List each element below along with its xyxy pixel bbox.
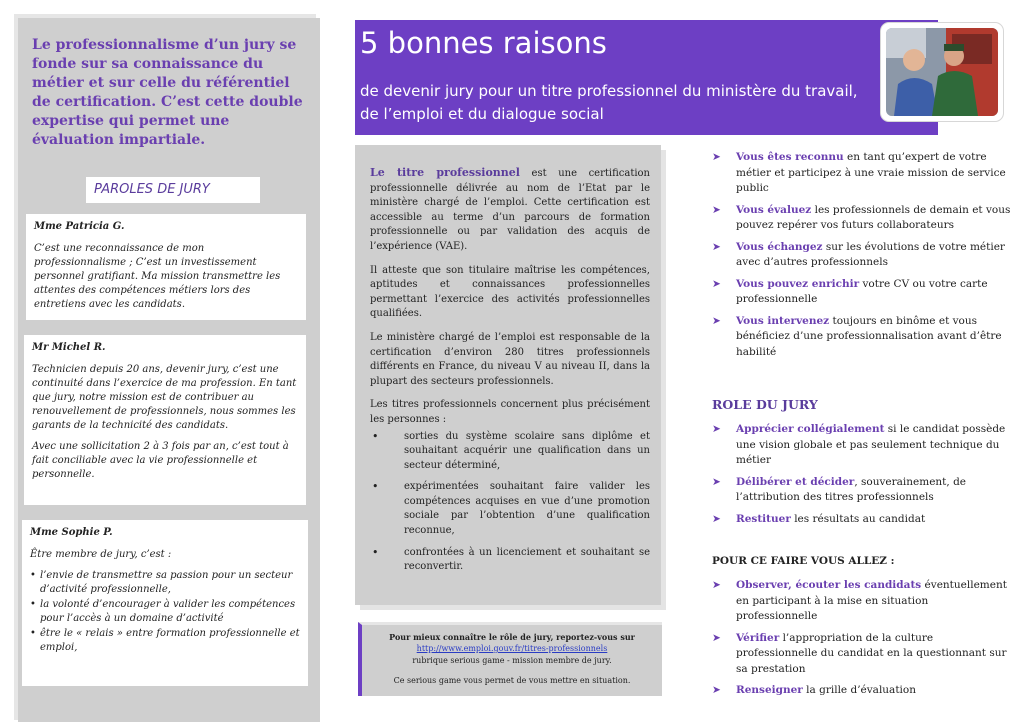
paroles-title: PAROLES DE JURY bbox=[86, 177, 260, 203]
arrow-icon: ➤ bbox=[712, 475, 721, 488]
page-subtitle: de devenir jury pour un titre professionnel du ministère du travail, de l’emploi et du dialogue social bbox=[360, 82, 858, 123]
list-item: • confrontées à un licenciement et souhaitant se reconvertir. bbox=[370, 546, 650, 575]
action-item: ➤ Observer, écouter les candidats éventuellement en participant à la mise en situation professionnelle bbox=[712, 579, 1007, 622]
list-item: • l’envie de transmettre sa passion pour un secteur d’activité professionnelle, bbox=[30, 569, 300, 597]
paragraph: Les titres professionnels concernent plus précisément les personnes : bbox=[370, 399, 650, 425]
role-item: ➤ Apprécier collégialement si le candidat possède une vision globale et pas seulement technique du métier bbox=[712, 423, 1006, 466]
pour-ce-faire-title: POUR CE FAIRE VOUS ALLEZ : bbox=[712, 555, 895, 567]
reasons-list bbox=[712, 150, 1012, 366]
photo-frame bbox=[880, 22, 1004, 122]
testimony-bullets bbox=[30, 569, 300, 655]
testimony-text: Être membre de jury, c’est : bbox=[30, 549, 172, 560]
reason-item: ➤ Vous évaluez les professionnels de demain et vous pouvez repérer vos futurs collaborateurs bbox=[712, 203, 1011, 231]
testimony-patricia bbox=[26, 214, 306, 320]
list-item: • expérimentées souhaitant faire valider les compétences acquises en vue d’une promotion sociale par l’obtention d’une qualification reconnue, bbox=[370, 480, 650, 538]
arrow-icon: ➤ bbox=[712, 151, 721, 163]
testimony-sophie bbox=[22, 520, 308, 686]
action-item: ➤ Renseigner la grille d’évaluation bbox=[712, 683, 1012, 699]
action-item: ➤ Vérifier l’appropriation de la culture professionnelle du candidat en la questionnant sur sa prestation bbox=[712, 631, 1007, 675]
roles-list bbox=[712, 422, 1012, 533]
testimony-name: Mme Sophie P. bbox=[30, 527, 113, 538]
arrow-icon: ➤ bbox=[712, 579, 721, 591]
role-item: ➤ Restituer les résultats au candidat bbox=[712, 512, 1012, 528]
arrow-icon: ➤ bbox=[712, 512, 721, 525]
reason-item: ➤ Vous échangez sur les évolutions de votre métier avec d’autres professionnels bbox=[712, 240, 1005, 268]
testimony-michel bbox=[24, 335, 306, 505]
reason-item: ➤ Vous pouvez enrichir votre CV ou votre carte professionnelle bbox=[712, 277, 988, 305]
persons-list bbox=[370, 430, 650, 575]
role-title: ROLE DU JURY bbox=[712, 397, 818, 412]
paragraph: Le ministère chargé de l’emploi est responsable de la certification d’environ 280 titres professionnels différents en France, du niveau V au niveau II, dans la plupart des secteurs professionnels. bbox=[370, 331, 650, 387]
reason-item: ➤ Vous intervenez toujours en binôme et vous bénéficiez d’une professionnalisation avant d’être habilité bbox=[712, 314, 1002, 358]
lead-title: Le titre professionnel bbox=[370, 166, 520, 179]
testimony-name: Mme Patricia G. bbox=[34, 221, 125, 232]
serious-line: Ce serious game vous permet de vous mettre en situation. bbox=[393, 676, 631, 685]
jury-photo bbox=[886, 28, 998, 116]
paragraph: Il atteste que son titulaire maîtrise les compétences, aptitudes et connaissances professionnelles permettant l’exercice des activités professionnelles qualifiées. bbox=[370, 264, 650, 320]
arrow-icon: ➤ bbox=[712, 314, 721, 327]
middle-text bbox=[370, 166, 650, 582]
actions-list bbox=[712, 578, 1012, 705]
serious-line: Pour mieux connaître le rôle de jury, reportez-vous sur bbox=[389, 632, 635, 642]
serious-game-box bbox=[358, 622, 662, 696]
serious-line: rubrique serious game - mission membre de jury. bbox=[412, 656, 612, 665]
testimony-text: C’est une reconnaissance de mon professionnalisme ; C’est un investissement personnel gratifiant. Ma mission transmettre les attentes des compétences métiers lors des entretiens avec les candidats. bbox=[34, 243, 281, 310]
list-item: • être le « relais » entre formation professionnelle et emploi, bbox=[30, 627, 300, 655]
arrow-icon: ➤ bbox=[712, 203, 721, 216]
testimony-name: Mr Michel R. bbox=[32, 342, 106, 353]
list-item: • la volonté d’encourager à valider les compétences pour l’accès à un domaine d’activité bbox=[30, 598, 300, 626]
role-item: ➤ Délibérer et décider, souverainement, de l’attribution des titres professionnels bbox=[712, 475, 967, 503]
serious-link[interactable]: http://www.emploi.gouv.fr/titres-professionnels bbox=[416, 644, 608, 653]
page-title: 5 bonnes raisons bbox=[360, 26, 607, 60]
testimony-text: Technicien depuis 20 ans, devenir jury, c’est une continuité dans l’exercice de ma profession. En tant que jury, notre mission est de contribuer au renouvellement de professionnels, nous sommes les garants de la technicité des candidats. bbox=[32, 364, 297, 431]
arrow-icon: ➤ bbox=[712, 684, 721, 696]
testimony-text: Avec une sollicitation 2 à 3 fois par an, c’est tout à fait conciliable avec la vie professionnelle et personnelle. bbox=[32, 441, 289, 480]
arrow-icon: ➤ bbox=[712, 240, 721, 253]
arrow-icon: ➤ bbox=[712, 631, 721, 644]
list-item: • sorties du système scolaire sans diplôme et souhaitant acquérir une qualification dans un secteur déterminé, bbox=[370, 430, 650, 474]
paragraph-rest: est une certification professionnelle délivrée au nom de l’Etat par le ministère chargé de l’emploi. Cette certification est accessible au terme d’un parcours de formation professionnelle ou par validation des acquis de l’expérience (VAE). bbox=[370, 168, 650, 252]
reason-item: ➤ Vous êtes reconnu en tant qu’expert de votre métier et participez à une vraie mission de service public bbox=[712, 151, 1006, 194]
paragraph-titre bbox=[370, 166, 650, 255]
arrow-icon: ➤ bbox=[712, 423, 721, 435]
arrow-icon: ➤ bbox=[712, 277, 721, 290]
intro-text: Le professionnalisme d’un jury se fonde sur sa connaissance du métier et sur celle du référentiel de certification. C’est cette double expertise qui permet une évaluation impartiale. bbox=[32, 37, 303, 148]
